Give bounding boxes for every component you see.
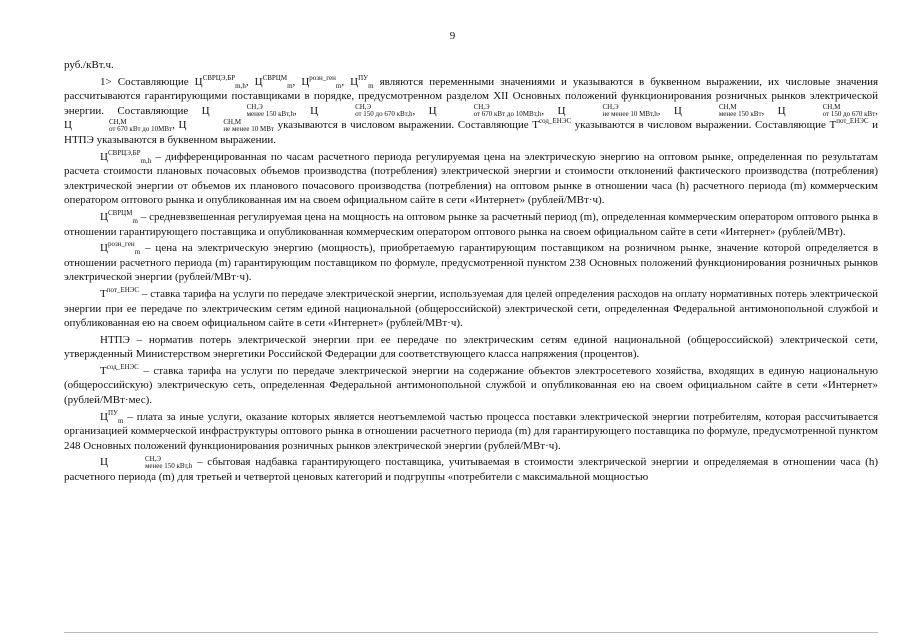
definition-sn-e <box>64 455 878 484</box>
symbol-sn-m-r5: Ц СН,М менее 150 кВт <box>673 103 762 119</box>
definition-svrcm <box>64 210 878 239</box>
definition-text-6: – ставка тарифа на услуги по передаче электрической энергии на содержание объектов электросетевого хозяйства, входящих в единую национальную (общероссийскую) электрическую сеть, определенная Федеральной антимонопольной службой и опубликованная ею на своем официальном сайте в сети «Интернет» (рублей/МВт·мес). <box>64 364 878 407</box>
symbol-rozn-gen-def: $Ц^{розн\_ген}_m$ <box>100 240 141 257</box>
symbol-sn-m-r8: Ц СН,М не менее 10 МВт <box>178 117 274 133</box>
definition-ntpe <box>64 333 878 362</box>
definition-text-3: – цена на электрическую энергию (мощность), приобретаемую гарантирующим поставщиком на розничном рынке, значение которой определяется в отношении расчетного периода (m) гарантирующим поставщиком по формуле, предусмотренной пунктом 238 Основных положений функционирования розничных рынков электрической энергии (рублей/МВт·ч). <box>64 242 879 284</box>
definition-text-4: – ставка тарифа на услуги по передаче электрической энергии, используемая для целей определения расходов на оплату нормативных потерь электрической энергии при ее передаче по электрическим сетям единой национальной (общероссийской) электрической сети, определенная Федеральной антимонопольной службой и опубликованная ею на своем официальном сайте в сети «Интернет» (рублей/МВт·ч). <box>64 287 878 330</box>
definition-text-2: – средневзвешенная регулируемая цена на мощность на оптовом рынке за расчетный период (m), определенная коммерческим оператором оптового рынка в отношении гарантирующего поставщика и опубликованная коммерческим оператором оптового рынка на своем официальном сайте в сети «Интернет» (рублей/МВт). <box>64 210 878 238</box>
symbol-sn-e-r3: Ц СН,Э от 670 кВт до 10МВт,h <box>428 103 542 119</box>
symbol-pu: $Ц^{ПУ}_m$ <box>350 73 374 90</box>
definition-text-1: – дифференцированная по часам расчетного периода регулируемая цена на электрическую энергию на оптовом рынке, определенная по результатам расчета стоимости плановых почасовых объемов производства (потребления) электрической энергии и стоимости отклонений фактического производства (потребления) электрической энергии от объемов их планового почасового производства (потребления) на оптовом рынке в отношении часа (h) расчетного периода (m) коммерческим оператором оптового рынка и опубликованная им на своем официальном сайте в сети «Интернет» (рублей/МВт·ч). <box>64 150 879 207</box>
footnote-marker: 1> <box>100 75 112 88</box>
symbol-sod-enes-def: $Т^{сод\_ЕНЭС}$ <box>100 362 139 377</box>
symbol-sn-e-r4: Ц СН,Э не менее 10 МВт,h <box>557 103 658 119</box>
definition-text-5: НТПЭ – норматив потерь электрической энергии при ее передаче по электрическим сетям единой национальной (общероссийской) электрической сети, утвержденный Министерством энергетики Российской Федерации для соответствующего класса напряжения (процентов). <box>64 333 878 361</box>
symbol-sod-enes: $Т^{сод\_ЕНЭС}$ <box>532 117 572 132</box>
symbol-sn-e-def: Ц СН,Э менее 150 кВт,h <box>100 454 193 470</box>
intro-text: руб./кВт.ч. <box>64 59 114 71</box>
symbol-svrcm: $Ц^{СВРЦМ}_m$ <box>254 73 293 90</box>
symbol-svrce-br-def: $Ц^{СВРЦЭ,БР}_{m,h}$ <box>100 148 152 165</box>
intro-line <box>64 58 878 73</box>
symbol-sn-m-r6: Ц СН,М от 150 до 670 кВт <box>777 103 876 119</box>
definition-pot-enes <box>64 287 878 331</box>
symbol-pot-enes: $Т^{пот\_ЕНЭС}$ <box>829 117 869 132</box>
page-number: 9 <box>449 30 456 42</box>
components-text-1: Составляющие <box>117 75 189 88</box>
definition-text-7: – плата за иные услуги, оказание которых является неотъемлемой частью процесса поставки электрической энергии потребителям, которая рассчитывается организацией коммерческой инфраструктуры оптового рынка в отношении расчетного периода (m) для гарантирующего поставщика по формуле, предусмотренной пунктом 248 Основных положений функционирования розничных рынков электрической энергии (рублей/МВт·ч). <box>64 410 878 452</box>
symbol-sn-e-r1: Ц СН,Э менее 150 кВт,h <box>201 103 294 119</box>
symbol-svrce-br: $Ц^{СВРЦЭ,БР}_{m,h}$ <box>194 73 246 90</box>
definition-svrce-br <box>64 150 878 208</box>
symbol-rozn-gen: $Ц^{розн\_ген}_m$ <box>301 73 342 90</box>
symbol-pot-enes-def: $Т^{пот\_ЕНЭС}$ <box>100 285 140 300</box>
components-text-2: являются переменными значениями и указываются в буквенном выражении, их числовые значения рассчитываются гарантирующими поставщиками в порядке, предусмотренном разделом XII Основных положений функционирования розничных рынков электрической энергии. Составляющие <box>64 75 879 117</box>
definition-pu <box>64 410 878 454</box>
symbol-sn-m-r7: Ц СН,М от 670 кВт до 10МВт <box>64 117 173 133</box>
paragraph-components: 1> Составляющие $Ц^{СВРЦЭ,БР}_{m,h}$, $Ц^{СВРЦМ}_m$, $Ц^{розн\_ген}_m$, $Ц^{ПУ}_m$ являются переменными значениями и указываются в буквенном выражении, их числовые значения рассчитываются гарантирующими поставщиками в порядке, предусмотренном разделом XII Основных положений функционирования розничных рынков электрической энергии. Составляющие Ц СН,Э менее 150 кВт,h , Ц СН,Э от 150 до 670 кВт,h , Ц СН,Э от 670 кВт до 10МВт,h , Ц СН,Э не менее 10 МВт,h , Ц СН,М менее 150 кВт , Ц СН,М от 150 до 670 кВт , Ц СН,М от 670 кВт до 10МВт , Ц СН,М не менее 10 МВт указываются в числовом выражении. Составляющие $Т^{сод\_ЕНЭС}$ указываются в числовом выражении. Составляющие $Т^{пот\_ЕНЭС}$ и НТПЭ указываются в буквенном выражении. <box>64 73 879 146</box>
page-bottom-edge <box>64 632 878 633</box>
definition-sod-enes <box>64 364 878 408</box>
symbol-svrcm-def: $Ц^{СВРЦМ}_m$ <box>100 208 138 225</box>
components-text-4: указываются в числовом выражении. Составляющие <box>574 119 826 132</box>
definition-text-8: – сбытовая надбавка гарантирующего поставщика, учитываемая в стоимости электрической энергии и определяемая в отношении часа (h) расчетного периода (m) для третьей и четвертой ценовых категорий и подгруппы «потребители с максимальной мощностью <box>64 456 879 484</box>
document-body <box>64 58 878 487</box>
symbol-sn-e-r2: Ц СН,Э от 150 до 670 кВт,h <box>310 103 413 119</box>
symbol-pu-def: $Ц^{ПУ}_m$ <box>100 408 124 425</box>
components-text-3: указываются в числовом выражении. Составляющие <box>277 119 529 132</box>
definition-rozn-gen <box>64 241 878 285</box>
components-text-5: и НТПЭ указываются в буквенном выражении. <box>64 119 879 146</box>
